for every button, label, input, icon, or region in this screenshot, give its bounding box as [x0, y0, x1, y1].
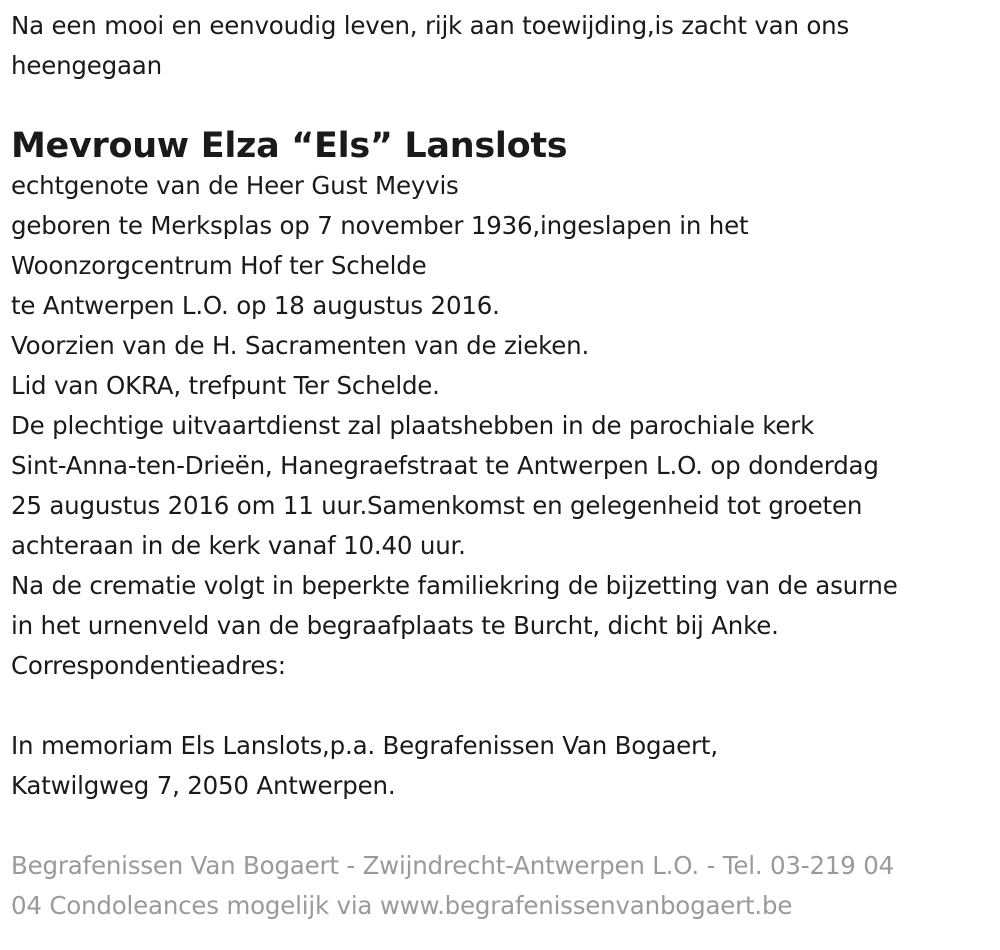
body-line: Lid van OKRA, trefpunt Ter Schelde.: [11, 371, 440, 400]
obituary-notice: [11, 6, 996, 926]
body-line: Voorzien van de H. Sacramenten van de zieken.: [11, 331, 590, 360]
footer-line: 04 Condoleances mogelijk via www.begrafenissenvanbogaert.be: [11, 891, 793, 920]
footer-text: [11, 846, 996, 926]
body-line: Sint-Anna-ten-Drieën, Hanegraefstraat te Antwerpen L.O. op donderdag: [11, 451, 879, 480]
body-line: Na de crematie volgt in beperkte familiekring de bijzetting van de asurne: [11, 571, 898, 600]
body-line: te Antwerpen L.O. op 18 augustus 2016.: [11, 291, 500, 320]
body-line: geboren te Merksplas op 7 november 1936,ingeslapen in het: [11, 211, 749, 240]
footer-line: Begrafenissen Van Bogaert - Zwijndrecht-Antwerpen L.O. - Tel. 03-219 04: [11, 851, 894, 880]
deceased-name: Mevrouw Elza “Els” Lanslots: [11, 126, 568, 166]
intro-line: Na een mooi en eenvoudig leven, rijk aan toewijding,is zacht van ons: [11, 11, 850, 40]
address-line: Katwilgweg 7, 2050 Antwerpen.: [11, 771, 396, 800]
obituary-body: [11, 166, 996, 806]
body-line: Correspondentieadres:: [11, 651, 286, 680]
body-line: Woonzorgcentrum Hof ter Schelde: [11, 251, 427, 280]
intro-text: [11, 6, 996, 86]
spacer: [11, 686, 996, 726]
body-line: 25 augustus 2016 om 11 uur.Samenkomst en gelegenheid tot groeten: [11, 491, 863, 520]
body-line: achteraan in de kerk vanaf 10.40 uur.: [11, 531, 466, 560]
intro-line: heengegaan: [11, 51, 162, 80]
body-line: echtgenote van de Heer Gust Meyvis: [11, 171, 459, 200]
body-line: in het urnenveld van de begraafplaats te Burcht, dicht bij Anke.: [11, 611, 779, 640]
address-line: In memoriam Els Lanslots,p.a. Begrafenissen Van Bogaert,: [11, 731, 718, 760]
body-line: De plechtige uitvaartdienst zal plaatshebben in de parochiale kerk: [11, 411, 815, 440]
